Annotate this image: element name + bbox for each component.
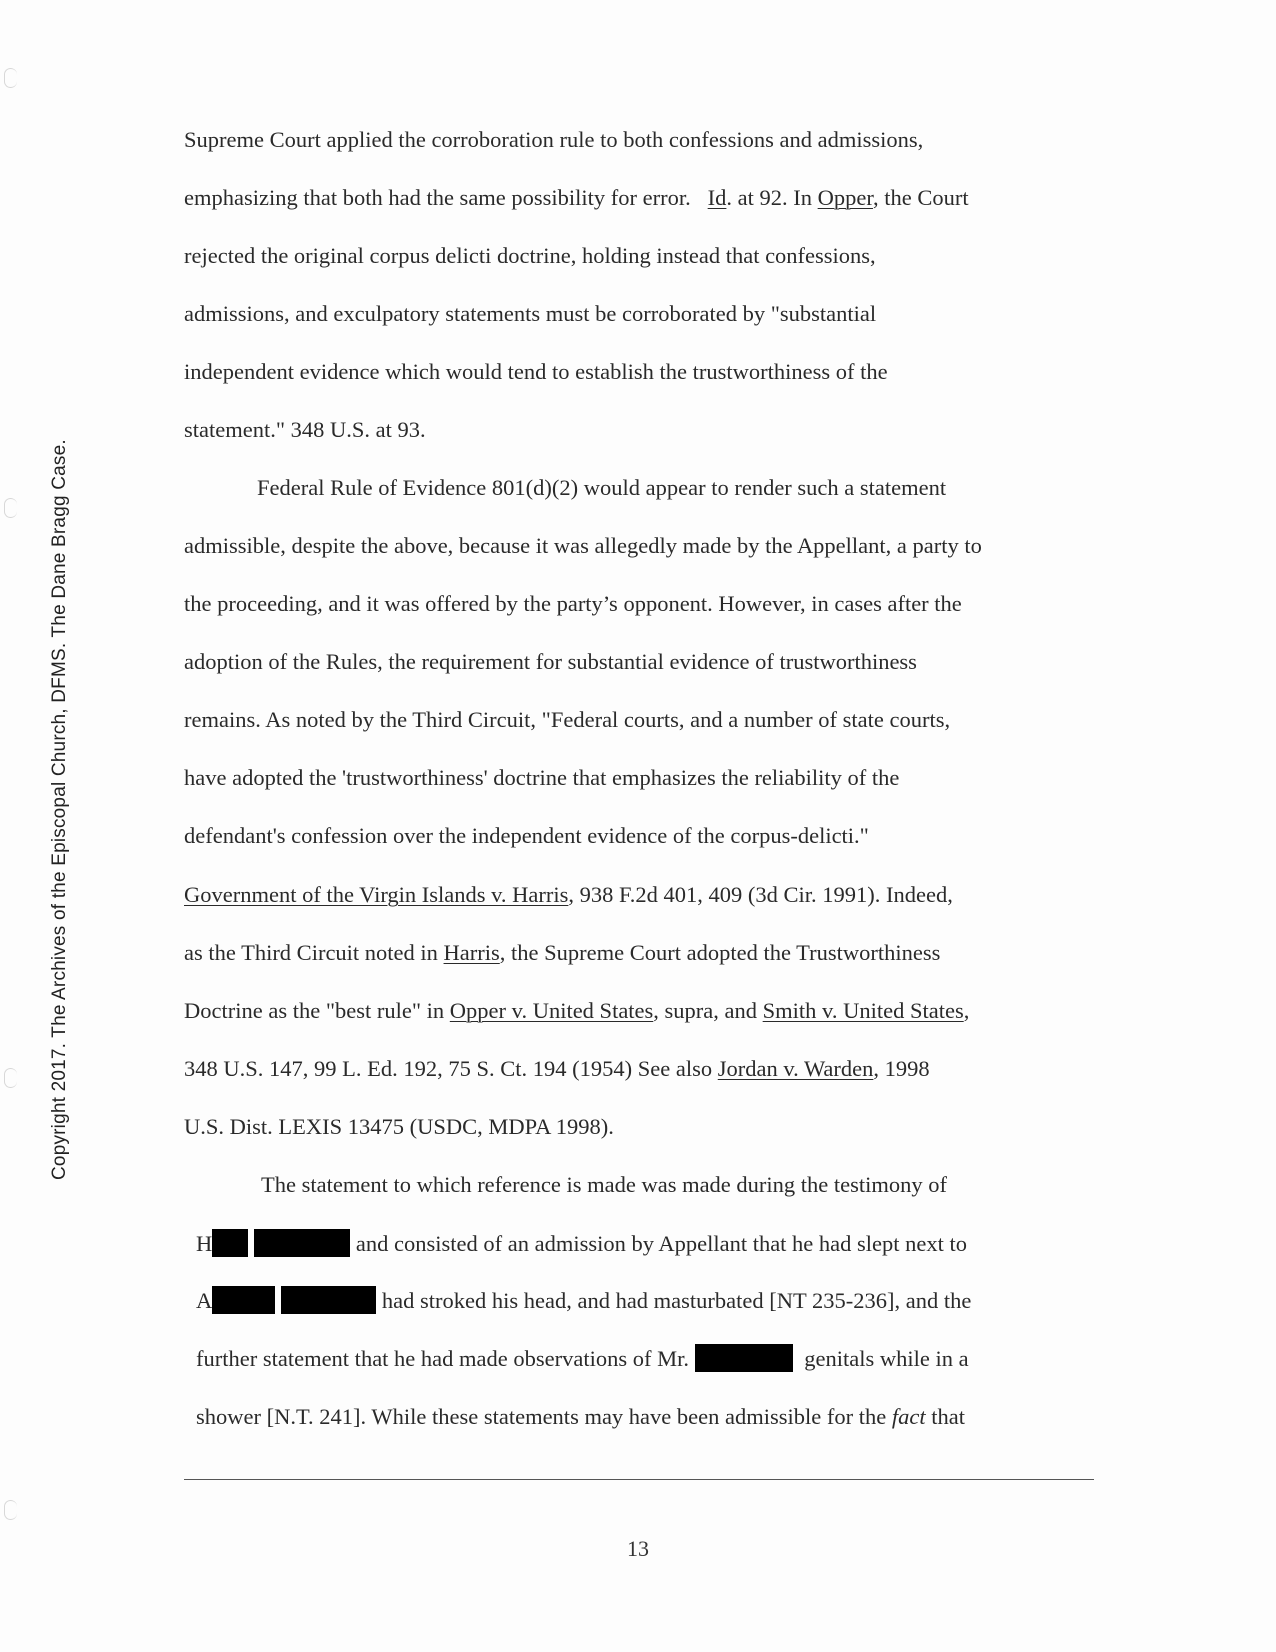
redaction-bar (281, 1286, 376, 1314)
text-line: further statement that he had made observations of Mr. genitals while in a (196, 1346, 969, 1371)
scan-edge-mark (4, 1500, 17, 1520)
page-number: 13 (627, 1536, 649, 1561)
text-line: A had stroked his head, and had masturbated [NT 235-236], and the (196, 1288, 972, 1313)
citation-id: Id (707, 185, 727, 210)
case-citation-jordan: Jordan v. Warden (717, 1056, 874, 1081)
text-line: shower [N.T. 241]. While these statements may have been admissible for the fact that (196, 1404, 965, 1429)
scan-edge-mark (4, 1068, 17, 1088)
text-line: 348 U.S. 147, 99 L. Ed. 192, 75 S. Ct. 194 (1954) See also Jordan v. Warden, 1998 (184, 1056, 930, 1081)
text-line: adoption of the Rules, the requirement for substantial evidence of trustworthiness (184, 649, 917, 674)
text-line: rejected the original corpus delicti doctrine, holding instead that confessions, (184, 243, 876, 268)
text-line: admissible, despite the above, because it was allegedly made by the Appellant, a party to (184, 533, 982, 558)
emphasis-fact: fact (891, 1404, 926, 1429)
footnote-rule (184, 1479, 1094, 1480)
text-line: Government of the Virgin Islands v. Harris, 938 F.2d 401, 409 (3d Cir. 1991). Indeed, (184, 882, 953, 907)
text-line: the proceeding, and it was offered by the party’s opponent. However, in cases after the (184, 591, 962, 616)
case-citation-harris-short: Harris (443, 940, 500, 965)
redaction-bar (254, 1229, 350, 1257)
text-line: Supreme Court applied the corroboration rule to both confessions and admissions, (184, 127, 924, 152)
text-line: statement." 348 U.S. at 93. (184, 417, 426, 442)
text-line: have adopted the 'trustworthiness' doctrine that emphasizes the reliability of the (184, 765, 900, 790)
text-line: defendant's confession over the independent evidence of the corpus-delicti." (184, 823, 869, 848)
text-line: U.S. Dist. LEXIS 13475 (USDC, MDPA 1998). (184, 1114, 614, 1139)
case-citation-opper: Opper (817, 185, 873, 210)
text-line: H and consisted of an admission by Appellant that he had slept next to (196, 1231, 968, 1256)
text-line: remains. As noted by the Third Circuit, "Federal courts, and a number of state courts, (184, 707, 951, 732)
scan-edge-mark (4, 68, 17, 88)
case-citation-smith-us: Smith v. United States (762, 998, 964, 1023)
text-line: Doctrine as the "best rule" in Opper v. United States, supra, and Smith v. United States, (184, 998, 970, 1023)
redaction-bar (212, 1229, 248, 1257)
text-line: emphasizing that both had the same possibility for error. Id. at 92. In Opper, the Court (184, 185, 969, 210)
redaction-bar (695, 1344, 793, 1372)
text-line: admissions, and exculpatory statements must be corroborated by "substantial (184, 301, 877, 326)
copyright-watermark: Copyright 2017. The Archives of the Episcopal Church, DFMS. The Dane Bragg Case. (49, 439, 70, 1180)
case-citation-opper-us: Opper v. United States (449, 998, 654, 1023)
text-line: Federal Rule of Evidence 801(d)(2) would appear to render such a statement (257, 475, 947, 500)
text-line: The statement to which reference is made was made during the testimony of (261, 1172, 948, 1197)
text-line: as the Third Circuit noted in Harris, the Supreme Court adopted the Trustworthiness (184, 940, 941, 965)
case-citation-harris: Government of the Virgin Islands v. Harris (184, 882, 569, 907)
text-line: independent evidence which would tend to establish the trustworthiness of the (184, 359, 888, 384)
redaction-bar (212, 1286, 275, 1314)
scan-edge-mark (4, 498, 17, 518)
